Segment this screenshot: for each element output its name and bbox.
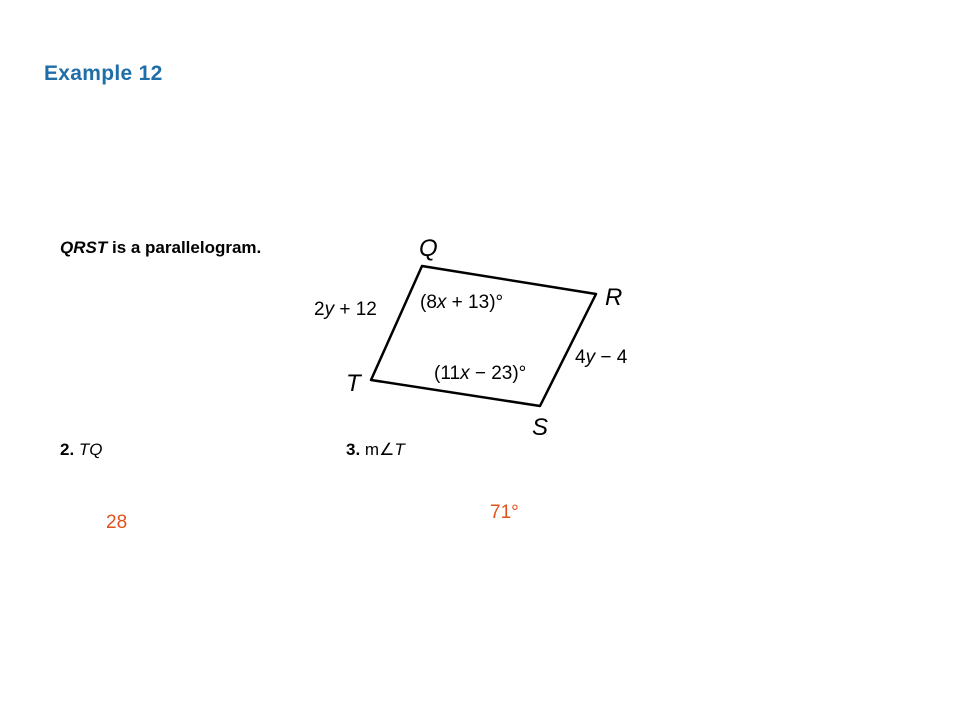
answer-3: 71° (490, 502, 519, 523)
question-3 (346, 440, 405, 460)
question-number: 2. (60, 440, 75, 459)
question-prefix: m∠ (364, 440, 395, 459)
question-number: 3. (346, 440, 361, 459)
side-rs-label: 4y − 4 (575, 347, 628, 368)
problem-statement (60, 238, 261, 258)
question-label: T (394, 440, 405, 459)
page-title: Example 12 (44, 62, 163, 85)
parallelogram-shape (371, 266, 596, 406)
parallelogram-figure (300, 226, 660, 446)
question-2 (60, 440, 103, 460)
side-tq-label: 2y + 12 (314, 299, 377, 320)
angle-q-label: (8x + 13)° (420, 292, 504, 313)
vertex-s: S (532, 414, 549, 441)
shape-name: QRST (60, 238, 108, 257)
vertex-t: T (346, 370, 361, 397)
vertex-q: Q (419, 235, 438, 262)
angle-s-label: (11x − 23)° (434, 363, 527, 384)
question-label: TQ (78, 440, 103, 459)
answer-2: 28 (106, 512, 128, 533)
statement-text: is a parallelogram. (111, 238, 262, 257)
vertex-r: R (605, 284, 623, 311)
